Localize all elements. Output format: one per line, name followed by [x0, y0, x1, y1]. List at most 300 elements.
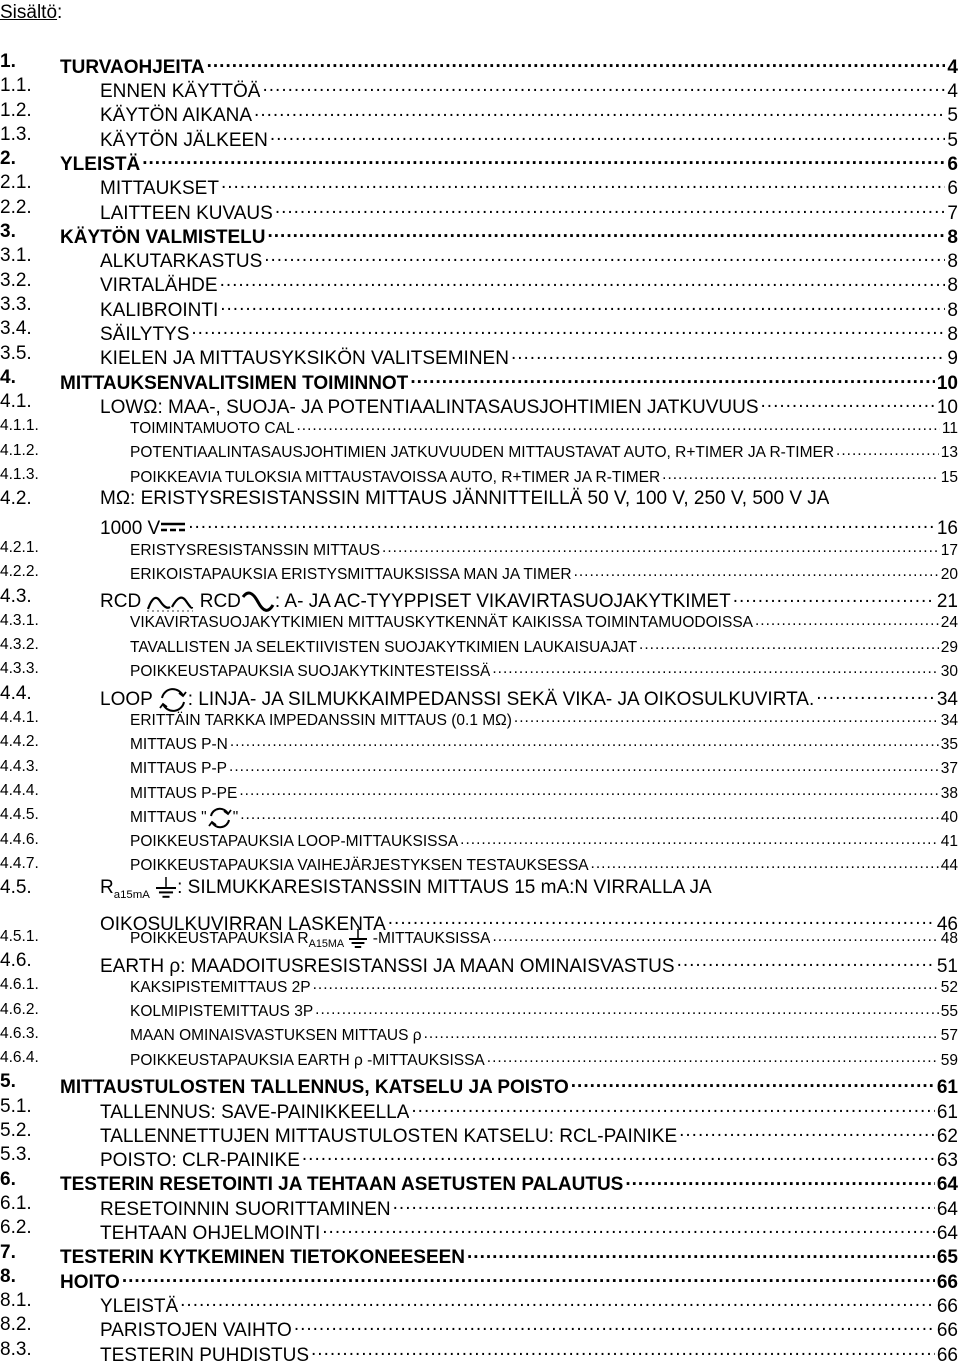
toc-entry[interactable] — [0, 1119, 958, 1147]
toc-entry-page: 66 — [936, 1344, 958, 1366]
toc-entry[interactable] — [0, 1216, 958, 1245]
toc-entry[interactable] — [0, 852, 958, 876]
toc-dot-leader — [677, 949, 935, 972]
toc-entry-title-text: MITTAUS P-P — [130, 760, 228, 778]
toc-entry-line — [0, 1022, 958, 1049]
toc-entry-number: 1.1. — [0, 75, 32, 97]
toc-entry-number: 4.4. — [0, 682, 32, 704]
toc-entry[interactable] — [0, 171, 958, 200]
toc-heading-colon: : — [57, 2, 63, 23]
toc-entry-title-text: YLEISTÄ — [100, 1295, 179, 1317]
toc-entry-title-text: R — [100, 877, 114, 899]
toc-entry-number: 4. — [0, 366, 16, 388]
toc-entry-title — [130, 1000, 313, 1024]
toc-entry[interactable] — [0, 366, 958, 394]
toc-entry[interactable] — [0, 293, 958, 321]
toc-entry[interactable] — [0, 755, 958, 779]
toc-dot-leader — [679, 1119, 935, 1142]
toc-entry-title-text: POIKKEUSTAPAUKSIA SUOJAKYTKINTESTEISSÄ — [130, 663, 491, 681]
earth-ground-icon — [348, 929, 368, 949]
toc-entry[interactable] — [0, 1338, 958, 1366]
toc-entry-title-text: RESETOINNIN SUORITTAMINEN — [100, 1198, 391, 1220]
toc-entry-title-text: ALKUTARKASTUS — [100, 251, 263, 273]
toc-entry-title-text: POTENTIAALINTASAUSJOHTIMIEN JATKUVUUDEN MITTAUSTAVAT AUTO, R+TIMER JA R-TIMER — [130, 444, 835, 462]
table-of-contents — [0, 50, 958, 1366]
toc-entry-title-text: KÄYTÖN VALMISTELU — [60, 226, 266, 248]
toc-entry-title-text: TESTERIN PUHDISTUS — [100, 1344, 310, 1366]
toc-entry[interactable] — [0, 779, 958, 803]
toc-dot-leader — [322, 1216, 935, 1239]
toc-dot-leader — [571, 1070, 935, 1093]
toc-entry-title-text: POISTO: CLR-PAINIKE — [100, 1150, 300, 1172]
toc-entry[interactable] — [0, 1168, 958, 1196]
toc-dot-leader — [315, 998, 939, 1017]
toc-entry-line — [0, 828, 958, 855]
toc-entry-page: 29 — [940, 638, 958, 656]
toc-entry-page: 66 — [936, 1295, 958, 1317]
toc-entry-page: 34 — [936, 688, 958, 710]
toc-dot-leader — [220, 293, 945, 316]
toc-entry-page: 35 — [940, 735, 958, 753]
toc-entry-title-text: LOWΩ: MAA-, SUOJA- JA POTENTIAALINTASAUSJOHTIMIEN JATKUVUUS — [100, 396, 759, 418]
toc-entry-title-text: KIELEN JA MITTAUSYKSIKÖN VALITSEMINEN — [100, 348, 509, 370]
toc-dot-leader — [180, 1289, 935, 1312]
toc-entry-page: 6 — [947, 178, 958, 200]
toc-entry-number: 3.2. — [0, 269, 32, 291]
toc-entry-title-rest: : SILMUKKARESISTANSSIN MITTAUS 15 mA:N VIRRALLA JA — [177, 877, 712, 899]
toc-entry[interactable] — [0, 342, 958, 370]
toc-entry-title-text: HOITO — [60, 1271, 120, 1293]
toc-entry-number: 6.1. — [0, 1192, 32, 1214]
toc-dot-leader — [275, 196, 946, 219]
toc-entry-number: 2.2. — [0, 196, 32, 218]
toc-entry-title-text: MITTAUS P-PE — [130, 784, 238, 802]
toc-entry-title-text: POIKKEAVIA TULOKSIA MITTAUSTAVOISSA AUTO, R+TIMER JA R-TIMER — [130, 468, 661, 486]
toc-dot-leader — [424, 1022, 939, 1041]
toc-dot-leader — [591, 852, 939, 871]
toc-entry-title-text: TALLENNETTUJEN MITTAUSTULOSTEN KATSELU: RCL-PAINIKE — [100, 1125, 678, 1147]
toc-entry[interactable] — [0, 74, 958, 103]
toc-entry-page: 9 — [947, 348, 958, 370]
toc-entry-title-continued: OIKOSULKUVIRRAN LASKENTA — [100, 913, 386, 935]
toc-entry-title-text: VIKAVIRTASUOJAKYTKIMIEN MITTAUSKYTKENNÄT KAIKISSA TOIMINTAMUODOISSA — [130, 614, 753, 632]
toc-entry[interactable] — [0, 1046, 958, 1070]
toc-entry-page: 5 — [947, 105, 958, 127]
toc-entry-number: 4.5.1. — [0, 927, 39, 945]
toc-entry-title-text: KALIBROINTI — [100, 299, 219, 321]
toc-entry-number: 6.2. — [0, 1217, 32, 1239]
toc-entry-title-text: POIKKEUSTAPAUKSIA R — [130, 930, 309, 948]
toc-entry-title-rest: : A- JA AC-TYYPPISET VIKAVIRTASUOJAKYTKIMET — [274, 591, 731, 613]
toc-entry[interactable] — [0, 414, 958, 438]
toc-dot-leader — [296, 414, 939, 433]
toc-dot-leader — [254, 99, 945, 122]
toc-entry-page: 63 — [936, 1150, 958, 1172]
toc-entry-title-text: TESTERIN RESETOINTI JA TEHTAAN ASETUSTEN PALAUTUS — [60, 1174, 624, 1196]
toc-dot-leader — [467, 1241, 935, 1264]
toc-entry-page: 64 — [936, 1174, 958, 1196]
toc-entry-page: 62 — [936, 1125, 958, 1147]
toc-entry-title-text: LOOP — [100, 688, 153, 710]
toc-entry-page: 8 — [947, 275, 958, 297]
toc-dot-leader — [262, 74, 945, 97]
toc-entry-title — [130, 441, 834, 465]
toc-entry-title-text: MITTAUSTULOSTEN TALLENNUS, KATSELU JA POISTO — [60, 1077, 569, 1099]
toc-entry[interactable] — [0, 657, 958, 681]
toc-entry-title — [130, 733, 228, 757]
toc-entry-number: 4.1.3. — [0, 466, 39, 484]
toc-entry-title-text: KÄYTÖN AIKANA — [100, 105, 253, 127]
toc-entry-number: 7. — [0, 1241, 16, 1263]
toc-entry-line — [0, 1046, 958, 1073]
toc-entry-page: 66 — [936, 1320, 958, 1342]
toc-entry-title — [130, 563, 572, 587]
toc-entry[interactable] — [0, 876, 958, 935]
toc-entry-number: 5. — [0, 1071, 16, 1093]
toc-dot-leader — [122, 1265, 935, 1288]
toc-entry-page: 21 — [936, 591, 958, 613]
toc-entry[interactable] — [0, 1265, 958, 1293]
toc-entry-number: 3.5. — [0, 342, 32, 364]
toc-entry[interactable] — [0, 998, 958, 1022]
toc-entry-title-text: KAKSIPISTEMITTAUS 2P — [130, 978, 311, 996]
toc-entry-title-text: MITTAUS " — [130, 808, 207, 826]
toc-dot-leader — [639, 633, 939, 652]
toc-entry-number: 4.4.6. — [0, 830, 39, 848]
toc-entry-number: 4.5. — [0, 877, 32, 899]
toc-dot-leader — [229, 755, 939, 774]
toc-dot-leader — [221, 171, 945, 194]
toc-dot-leader — [188, 511, 935, 534]
toc-dot-leader — [492, 925, 938, 944]
toc-entry[interactable] — [0, 706, 958, 730]
toc-entry-number: 6. — [0, 1168, 16, 1190]
toc-entry-page: 13 — [940, 444, 958, 462]
toc-entry-number: 5.2. — [0, 1120, 32, 1142]
toc-entry-title-text: RCD — [100, 591, 142, 613]
toc-entry-page: 57 — [940, 1027, 958, 1045]
toc-entry-page: 59 — [940, 1051, 958, 1069]
toc-entry-page: 55 — [940, 1003, 958, 1021]
earth-ground-icon — [155, 877, 177, 899]
toc-entry[interactable] — [0, 244, 958, 273]
toc-entry-number: 4.4.4. — [0, 781, 39, 799]
toc-entry[interactable] — [0, 925, 958, 949]
toc-entry-title-subscript: a15mA — [113, 888, 150, 901]
toc-entry-title — [130, 660, 490, 684]
toc-dot-leader — [142, 147, 945, 170]
toc-entry-title-text: ENNEN KÄYTTÖÄ — [100, 81, 261, 103]
toc-entry-number: 4.2.2. — [0, 563, 39, 581]
toc-entry[interactable] — [0, 973, 958, 997]
toc-entry-title — [130, 854, 589, 878]
toc-entry[interactable] — [0, 633, 958, 657]
toc-entry-page: 10 — [936, 396, 958, 418]
toc-entry-line — [0, 657, 958, 684]
toc-dot-leader — [382, 536, 939, 555]
toc-entry-title-text: SÄILYTYS — [100, 324, 190, 346]
toc-entry-title-text: POIKKEUSTAPAUKSIA EARTH ρ -MITTAUKSISSA — [130, 1051, 485, 1069]
toc-entry-page: 24 — [940, 614, 958, 632]
toc-entry-title-text: PARISTOJEN VAIHTO — [100, 1320, 292, 1342]
toc-entry-number: 8. — [0, 1265, 16, 1287]
toc-entry[interactable] — [0, 390, 958, 418]
toc-entry-title-text: TOIMINTAMUOTO CAL — [130, 420, 295, 438]
toc-entry-line — [0, 463, 958, 490]
toc-entry-number: 1. — [0, 51, 16, 72]
toc-entry-title — [130, 976, 311, 1000]
toc-dot-leader — [207, 50, 946, 73]
toc-entry-title-text: MAAN OMINAISVASTUKSEN MITTAUS ρ — [130, 1027, 422, 1045]
toc-entry-title-text: EARTH ρ: MAADOITUSRESISTANSSI JA MAAN OMINAISVASTUS — [100, 955, 675, 977]
toc-entry-page: 66 — [936, 1271, 958, 1293]
toc-dot-leader — [511, 342, 945, 365]
toc-entry-page: 8 — [947, 324, 958, 346]
toc-entry-line-1 — [0, 876, 958, 907]
toc-entry[interactable] — [0, 682, 958, 710]
toc-entry-page: 48 — [940, 930, 958, 948]
toc-entry-number: 5.3. — [0, 1144, 32, 1166]
toc-entry[interactable] — [0, 1313, 958, 1342]
toc-entry-line — [0, 1338, 958, 1368]
toc-entry-title-text: POIKKEUSTAPAUKSIA VAIHEJÄRJESTYKSEN TESTAUKSESSA — [130, 857, 589, 875]
toc-entry-title-text: VIRTALÄHDE — [100, 275, 218, 297]
toc-dot-leader — [230, 730, 939, 749]
toc-entry-number: 4.4.7. — [0, 854, 39, 872]
toc-entry-title-text: KOLMIPISTEMITTAUS 3P — [130, 1003, 314, 1021]
toc-entry-title-text: TEHTAAN OHJELMOINTI — [100, 1223, 321, 1245]
toc-entry[interactable] — [0, 1022, 958, 1046]
toc-entry-title-text: MITTAUS P-N — [130, 735, 228, 753]
toc-dot-leader — [460, 828, 939, 847]
toc-entry-page: 6 — [947, 153, 958, 175]
toc-dot-leader — [270, 123, 946, 146]
toc-dot-leader — [264, 244, 945, 267]
toc-entry-line — [0, 560, 958, 587]
toc-entry[interactable] — [0, 196, 958, 224]
toc-entry-page: 16 — [936, 518, 958, 540]
toc-entry-number: 4.3.2. — [0, 636, 39, 654]
toc-dot-leader — [514, 706, 939, 725]
toc-entry[interactable] — [0, 1289, 958, 1317]
toc-entry[interactable] — [0, 730, 958, 754]
toc-entry-page: 37 — [940, 760, 958, 778]
toc-entry-number: 3. — [0, 221, 16, 243]
toc-entry[interactable] — [0, 123, 958, 151]
toc-dot-leader — [836, 439, 939, 458]
toc-entry[interactable] — [0, 463, 958, 487]
toc-entry-title — [130, 466, 660, 490]
toc-entry-number: 5.1. — [0, 1095, 32, 1117]
toc-heading-label: Sisältö — [0, 2, 58, 23]
toc-entry-title — [130, 539, 380, 563]
toc-entry-page: 52 — [940, 978, 958, 996]
toc-dot-leader — [410, 366, 935, 389]
toc-entry-page: 10 — [936, 372, 958, 394]
toc-entry[interactable] — [0, 1241, 958, 1269]
toc-entry-title-text: MITTAUKSET — [100, 178, 219, 200]
toc-entry[interactable] — [0, 1070, 958, 1099]
toc-dot-leader — [755, 609, 939, 628]
toc-entry-title-subscript: A15MA — [308, 938, 345, 951]
toc-entry-title-text: MITTAUKSENVALITSIMEN TOIMINNOT — [60, 372, 409, 394]
toc-entry-number: 8.3. — [0, 1338, 32, 1360]
toc-entry-title — [130, 417, 294, 441]
toc-dot-leader — [487, 1046, 939, 1065]
toc-entry[interactable] — [0, 828, 958, 852]
toc-entry-number: 4.6. — [0, 949, 32, 971]
toc-dot-leader — [625, 1168, 935, 1191]
toc-entry-page: 61 — [936, 1101, 958, 1123]
toc-entry-page: 38 — [940, 784, 958, 802]
toc-entry-title: MΩ: ERISTYSRESISTANSSIN MITTAUS JÄNNITTEILLÄ 50 V, 100 V, 250 V, 500 V JA — [100, 488, 830, 510]
toc-entry-title-rest: : LINJA- JA SILMUKKAIMPEDANSSI SEKÄ VIKA- JA OIKOSULKUVIRTA. — [187, 688, 815, 710]
toc-entry-number: 4.6.4. — [0, 1049, 39, 1067]
toc-entry-line — [0, 973, 958, 1000]
toc-entry-title-mid: RCD — [199, 591, 241, 613]
toc-entry[interactable] — [0, 317, 958, 346]
toc-entry-page: 15 — [940, 468, 958, 486]
toc-entry[interactable] — [0, 803, 958, 827]
toc-entry[interactable] — [0, 99, 958, 127]
toc-dot-leader — [492, 657, 938, 676]
toc-entry-page: 46 — [936, 913, 958, 935]
toc-entry[interactable] — [0, 1143, 958, 1172]
toc-entry-number: 4.3.1. — [0, 611, 39, 629]
toc-entry-line — [0, 730, 958, 757]
toc-entry[interactable] — [0, 487, 958, 540]
toc-entry[interactable] — [0, 50, 958, 78]
toc-entry-title-text: KÄYTÖN JÄLKEEN — [100, 129, 268, 151]
toc-entry[interactable] — [0, 269, 958, 297]
toc-entry[interactable] — [0, 220, 958, 248]
toc-entry-number: 4.6.2. — [0, 1000, 39, 1018]
toc-entry-title-text: POIKKEUSTAPAUKSIA LOOP-MITTAUKSISSA — [130, 833, 459, 851]
toc-entry-number: 4.6.3. — [0, 1024, 39, 1042]
toc-entry-title-text: TAVALLISTEN JA SELEKTIIVISTEN SUOJAKYTKIMIEN LAUKAISUAJAT — [130, 638, 638, 656]
toc-entry-title — [130, 782, 237, 806]
toc-entry-page: 44 — [940, 857, 958, 875]
toc-entry-title — [100, 1344, 309, 1368]
toc-entry-page: 5 — [947, 129, 958, 151]
toc-dot-leader — [662, 463, 939, 482]
toc-entry[interactable] — [0, 1095, 958, 1123]
toc-dot-leader — [302, 1143, 935, 1166]
toc-dot-leader — [220, 269, 946, 292]
toc-entry-number: 3.1. — [0, 245, 32, 267]
toc-entry-number: 4.3. — [0, 585, 32, 607]
toc-entry-line — [0, 633, 958, 660]
toc-entry-line — [0, 852, 958, 879]
toc-entry-title — [130, 830, 458, 854]
toc-entry-title-text: LAITTEEN KUVAUS — [100, 202, 273, 224]
toc-entry-title-text: ERISTYSRESISTANSSIN MITTAUS — [130, 541, 381, 559]
toc-entry-title-rest: " — [232, 808, 239, 826]
toc-entry-number: 4.4.3. — [0, 757, 39, 775]
toc-dot-leader — [816, 682, 935, 705]
toc-entry-page: 7 — [947, 202, 958, 224]
toc-entry-page: 8 — [947, 251, 958, 273]
toc-dot-leader — [733, 585, 935, 608]
toc-dot-leader — [267, 220, 945, 243]
toc-entry-title-text: ERITTÄIN TARKKA IMPEDANSSIN MITTAUS (0.1 MΩ) — [130, 711, 512, 729]
toc-heading — [0, 2, 62, 24]
toc-entry-line — [0, 414, 958, 441]
toc-entry-page: 61 — [936, 1077, 958, 1099]
toc-entry-title — [130, 1024, 422, 1048]
toc-dot-leader — [313, 973, 939, 992]
toc-entry-line — [0, 998, 958, 1025]
toc-entry-page: 51 — [936, 955, 958, 977]
toc-entry-title — [130, 757, 227, 781]
toc-entry-line-1 — [0, 487, 958, 511]
toc-entry-page: 34 — [940, 711, 958, 729]
toc-entry[interactable] — [0, 439, 958, 463]
toc-entry[interactable] — [0, 609, 958, 633]
toc-entry-number: 4.1.1. — [0, 417, 39, 435]
toc-entry[interactable] — [0, 585, 958, 613]
toc-entry-title — [130, 709, 512, 733]
toc-entry-number: 4.6.1. — [0, 976, 39, 994]
toc-dot-leader — [239, 779, 938, 798]
toc-entry-page: 64 — [936, 1223, 958, 1245]
toc-entry-page: 30 — [940, 663, 958, 681]
toc-entry-page: 4 — [947, 56, 958, 78]
toc-entry-title-text: ERIKOISTAPAUKSIA ERISTYSMITTAUKSISSA MAN JA TIMER — [130, 565, 572, 583]
toc-entry-number: 4.4.5. — [0, 806, 39, 824]
toc-entry-number: 4.2. — [0, 488, 32, 510]
toc-entry-number: 3.3. — [0, 293, 32, 315]
toc-entry-page: 11 — [941, 420, 958, 438]
toc-entry-number: 2. — [0, 148, 16, 170]
toc-entry-page: 8 — [947, 299, 958, 321]
toc-entry-number: 1.2. — [0, 99, 32, 121]
dc-voltage-icon — [160, 520, 186, 534]
toc-entry-line — [0, 609, 958, 636]
toc-entry-page: 64 — [936, 1198, 958, 1220]
toc-entry-page: 8 — [947, 226, 958, 248]
toc-entry-page: 4 — [947, 81, 958, 103]
toc-entry-number: 2.1. — [0, 172, 32, 194]
toc-entry-line — [0, 755, 958, 782]
toc-entry-page: 40 — [940, 808, 958, 826]
toc-entry-line — [0, 439, 958, 466]
toc-entry-page: 17 — [940, 541, 958, 559]
toc-dot-leader — [411, 1095, 934, 1118]
toc-entry[interactable] — [0, 147, 958, 175]
toc-entry-line — [0, 706, 958, 733]
toc-entry[interactable] — [0, 536, 958, 560]
toc-entry-title-rest: -MITTAUKSISSA — [372, 930, 491, 948]
toc-dot-leader — [393, 1192, 935, 1215]
toc-entry-number: 4.3.3. — [0, 660, 39, 678]
toc-entry[interactable] — [0, 1192, 958, 1220]
toc-entry-page: 65 — [936, 1247, 958, 1269]
toc-entry-title — [130, 636, 637, 660]
toc-dot-leader — [574, 560, 939, 579]
toc-entry-title-text: TURVAOHJEITA — [60, 56, 205, 78]
toc-entry-number: 4.4.1. — [0, 709, 39, 727]
toc-entry-title-continued: 1000 V — [100, 518, 161, 540]
toc-entry-page: 41 — [940, 833, 958, 851]
toc-entry-number: 4.1. — [0, 391, 32, 413]
toc-entry-title-text: TALLENNUS: SAVE-PAINIKKEELLA — [100, 1101, 410, 1123]
toc-entry-line — [0, 779, 958, 806]
toc-entry[interactable] — [0, 949, 958, 977]
toc-dot-leader — [240, 803, 939, 822]
toc-dot-leader — [311, 1338, 935, 1361]
toc-entry[interactable] — [0, 560, 958, 584]
